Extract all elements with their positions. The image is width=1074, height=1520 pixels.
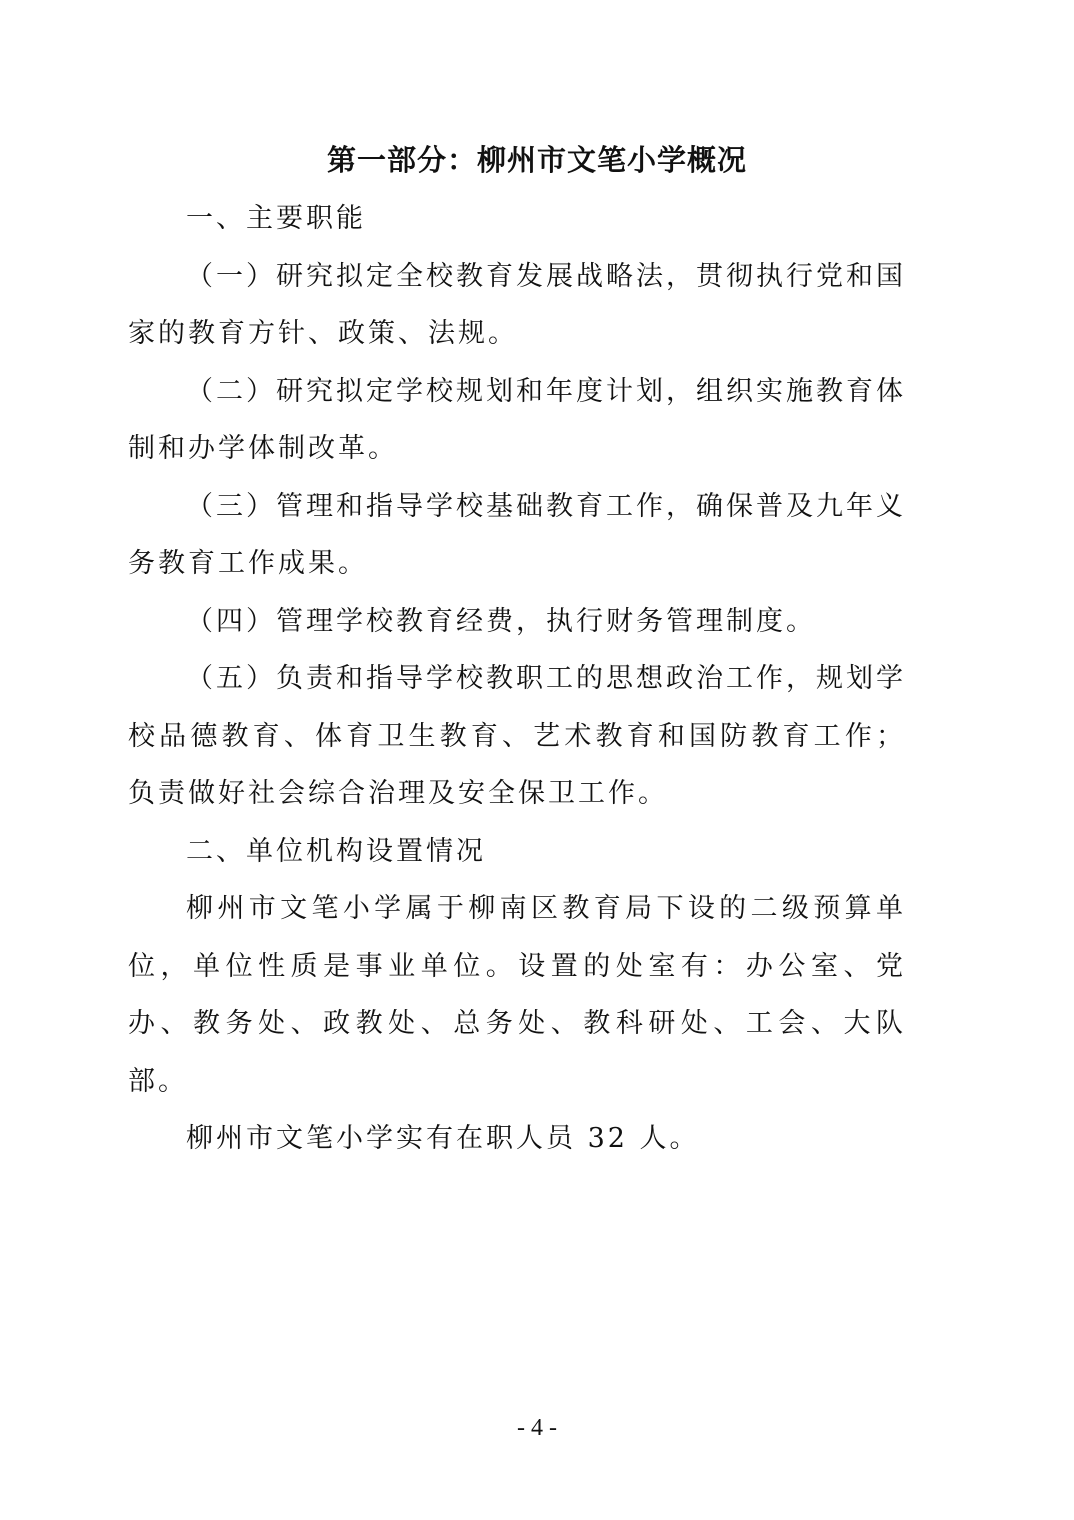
page-number: - 4 - bbox=[517, 1415, 557, 1441]
organization-paragraph: 柳州市文笔小学属于柳南区教育局下设的二级预算单位，单位性质是事业单位。设置的处室有：办公室、党办、教务处、政教处、总务处、教科研处、工会、大队部。 bbox=[128, 893, 906, 1097]
section-heading-organization: 二、单位机构设置情况 bbox=[186, 835, 486, 867]
section-heading-main-functions: 一、主要职能 bbox=[186, 203, 366, 234]
function-item-4: （四）管理学校教育经费，执行财务管理制度。 bbox=[186, 605, 816, 637]
function-item-5: （五）负责和指导学校教职工的思想政治工作，规划学校品德教育、体育卫生教育、艺术教育和国防教育工作；负责做好社会综合治理及安全保卫工作。 bbox=[128, 663, 906, 809]
function-item-3: （三）管理和指导学校基础教育工作，确保普及九年义务教育工作成果。 bbox=[128, 490, 906, 579]
document-body bbox=[128, 190, 906, 1168]
page-title: 第一部分：柳州市文笔小学概况 bbox=[326, 143, 747, 177]
function-item-1: （一）研究拟定全校教育发展战略法，贯彻执行党和国家的教育方针、政策、法规。 bbox=[128, 260, 906, 349]
function-item-2: （二）研究拟定学校规划和年度计划，组织实施教育体制和办学体制改革。 bbox=[128, 375, 906, 464]
staff-count-paragraph: 柳州市文笔小学实有在职人员 32 人。 bbox=[186, 1123, 700, 1154]
